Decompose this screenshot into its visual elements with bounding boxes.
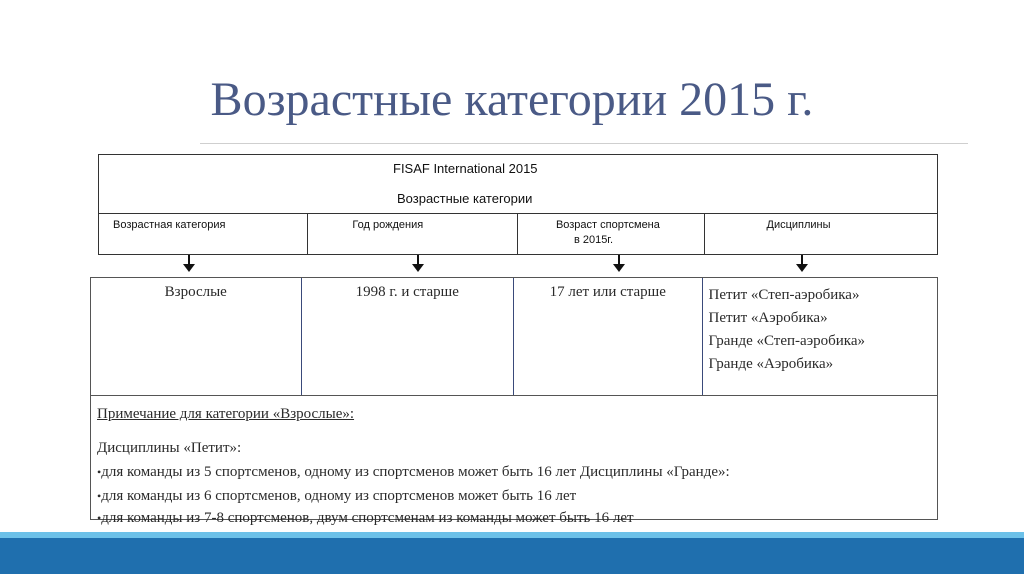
- bullet-icon: •: [97, 489, 102, 503]
- note-item: •для команды из 7-8 спортсменов, двум спортсменам из команды может быть 16 лет: [97, 510, 634, 526]
- arrow-down-icon: [411, 255, 425, 273]
- footer-bar: [0, 538, 1024, 574]
- header-columns-row: [99, 213, 937, 255]
- discipline-item: Петит «Степ-аэробика»: [708, 287, 860, 303]
- header-col-disciplines: Дисциплины: [766, 219, 831, 231]
- header-subtitle: Возрастные категории: [397, 191, 533, 206]
- arrow-down-icon: [795, 255, 809, 273]
- discipline-item: Петит «Аэробика»: [708, 310, 828, 326]
- cell-disciplines: [703, 278, 937, 395]
- header-box: [98, 154, 938, 255]
- bullet-icon: •: [97, 511, 102, 525]
- header-organization: FISAF International 2015: [393, 161, 538, 176]
- header-col-age-category: Возрастная категория: [99, 214, 308, 255]
- cell-age: 17 лет или старше: [514, 278, 703, 395]
- age-category-table: [90, 277, 938, 526]
- table-row: [91, 278, 937, 396]
- arrow-down-icon: [182, 255, 196, 273]
- header-col-birth-year: Год рождения: [308, 214, 518, 255]
- header-col-athlete-age: [518, 214, 705, 255]
- cell-category: Взрослые: [91, 278, 302, 395]
- cell-birth-year: 1998 г. и старше: [302, 278, 515, 395]
- notes-title: Примечание для категории «Взрослые»:: [97, 406, 355, 422]
- arrow-down-icon: [612, 255, 626, 273]
- header-col-athlete-age-line2: в 2015г.: [573, 234, 614, 246]
- notes-section: [97, 402, 730, 528]
- discipline-item: Гранде «Аэробика»: [708, 356, 834, 372]
- title-divider: [200, 143, 968, 144]
- note-item: •для команды из 5 спортсменов, одному из спортсменов может быть 16 лет Дисциплины «Гранде»:: [97, 464, 730, 480]
- notes-subtitle: Дисциплины «Петит»:: [97, 440, 242, 456]
- bullet-icon: •: [97, 465, 102, 479]
- slide-title: Возрастные категории 2015 г.: [210, 73, 814, 126]
- discipline-item: Гранде «Степ-аэробика»: [708, 333, 866, 349]
- note-item: •для команды из 6 спортсменов, одному из спортсменов может быть 16 лет: [97, 488, 577, 504]
- header-col-athlete-age-line1: Возраст спортсмена: [555, 219, 660, 231]
